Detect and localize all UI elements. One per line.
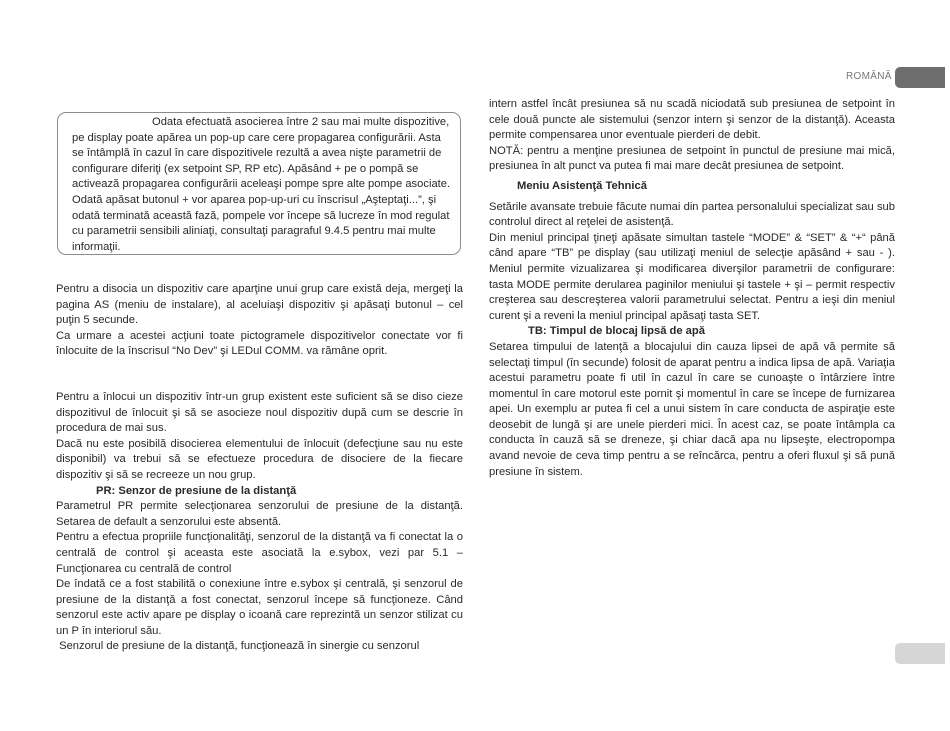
language-tab xyxy=(895,67,945,88)
pr-paragraph-4: Senzorul de presiune de la distanţă, funcţionează în sinergie cu senzorul xyxy=(56,640,420,653)
left-column xyxy=(56,282,463,655)
tb-section-heading: TB: Timpul de blocaj lipsă de apă xyxy=(528,325,705,338)
pr-paragraph-1: Parametrul PR permite selecţionarea senzorului de presiune de la distanţă. Setarea de default a senzorului este absentă. xyxy=(56,500,463,528)
menu-paragraph-1: Setările avansate trebuie făcute numai din partea personalului specializat sau sub controlul direct al reţelei de asistenţă. xyxy=(489,200,895,229)
note-text: Odata efectuată asocierea între 2 sau mai multe dispozitive, pe display poate apărea un pop-up care cere propagarea configurării. Asta se întâmplă în cazul în care dispozitivele rezultă a avea nişte parametrii de configurare diferiţi (ex setpoint SP, RP etc). Apăsând + pe o pompă se activează propagarea configurării aceleaşi pompe spre alte pompe asociate. Odată apăsat butonul + vor aparea pop-up-uri cu înscrisul „Aşteptaţi...”, şi odată terminată această fază, pompele vor începe să lucreze în mod regulat cu parametrii sensibili aliniaţi, consultaţi paragraful 9.4.5 pentru mai multe informaţii. xyxy=(72,116,451,253)
replace-paragraph-2: Dacă nu este posibilă disocierea elementului de înlocuit (defecţiune sau nu este disponibil) va trebui să se efectueze procedura de disociere de la fiecare dispozitiv şi să se recreeze un nou grup. xyxy=(56,437,463,481)
tb-paragraph: Setarea timpului de latenţă a blocajului din cauza lipsei de apă vă permite să selectaţi timpul (în secunde) folosit de aparat pentru a indica lipsa de apă. Variaţia acestui parametru poate fi util în cazul în care se cunoaşte o întârziere între momentul în care motorul este pornit şi momentul în care se începe de furnizarea apei. Un exemplu ar putea fi cel a unui sistem în care conducta de aspiraţie este deosebit de lungă şi are unele pierderi mici. În acest caz, se poate întâmpla ca conducta în cauză să se dreneze, şi chiar dacă apa nu lipseşte, electropompa avand nevoie de ceva timp pentru a se reîncărca, pentru a oferi fluxul şi să pună presiune în sistem. xyxy=(489,340,895,478)
note-box xyxy=(57,112,461,255)
language-label: ROMÂNĂ xyxy=(846,71,892,82)
menu-paragraph-2: Din meniul principal ţineţi apăsate simultan tastele “MODE” & “SET” & “+“ până când apare “TB” pe display (sau utilizaţi meniul de selecţie apăsând + sau - ). Meniul permite vizualizarea şi modificarea diverşilor parametrii de configurare: tasta MODE permite derularea paginilor meniului şi tastele + şi – permit respectiv creşterea sau descreşterea valorii parametrului selectat. Pentru a ieşi din meniul curent şi a reveni la meniul principal apăsaţi tasta SET. xyxy=(489,231,895,322)
pr-section-heading: PR: Senzor de presiune de la distanţă xyxy=(96,484,297,497)
replace-paragraph-1: Pentru a înlocui un dispozitiv într-un grup existent este suficient să se diso cieze dispozitivul de înlocuit şi să se asocieze noul dispozitiv după cum se descrie în procedura de mai sus. xyxy=(56,390,463,435)
right-column xyxy=(489,97,895,480)
note-paragraph: NOTĂ: pentru a menţine presiunea de setpoint în punctul de presiune mai mică, presiunea în alt punct va putea fi mai mare decât presiunea de setpoint. xyxy=(489,144,895,173)
disassociate-paragraph-1: Pentru a disocia un dispozitiv care aparţine unui grup care există deja, mergeţi la pagina AS (meniu de instalare), al aceluiaşi dispozitiv şi apăsaţi butonul – cel puţin 5 secunde. xyxy=(56,283,463,327)
pr-paragraph-3: De îndată ce a fost stabilită o conexiune între e.sybox şi centrală, şi senzorul de presiune de la distanţă a fost conectat, senzorul începe să funcţioneze. Când senzorul este activ apare pe display o icoană care reprezintă un senzor stilizat cu un P în interiorul său. xyxy=(56,578,463,637)
tech-menu-heading: Meniu Asistenţă Tehnică xyxy=(517,179,647,192)
page-number-tab xyxy=(895,643,945,664)
pr-paragraph-2: Pentru a efectua propriile funcţionalităţi, senzorul de la distanţă va fi conectat la o centrală de control şi aceasta este asociată la e.sybox, vezi par 5.1 – Funcţionarea cu centrală de control xyxy=(56,531,463,575)
continuation-paragraph: intern astfel încât presiunea să nu scadă niciodată sub presiunea de setpoint în cele două puncte ale sistemului (senzor intern şi senzor de la distanţă). Aceasta permite compensarea unor eventuale pierderi de debit. xyxy=(489,98,895,142)
disassociate-paragraph-2: Ca urmare a acestei acţiuni toate pictogramele dispozitivelor conectate vor fi înlocuite de la înscrisul “No Dev” şi LEDul COMM. va rămâne oprit. xyxy=(56,329,463,358)
